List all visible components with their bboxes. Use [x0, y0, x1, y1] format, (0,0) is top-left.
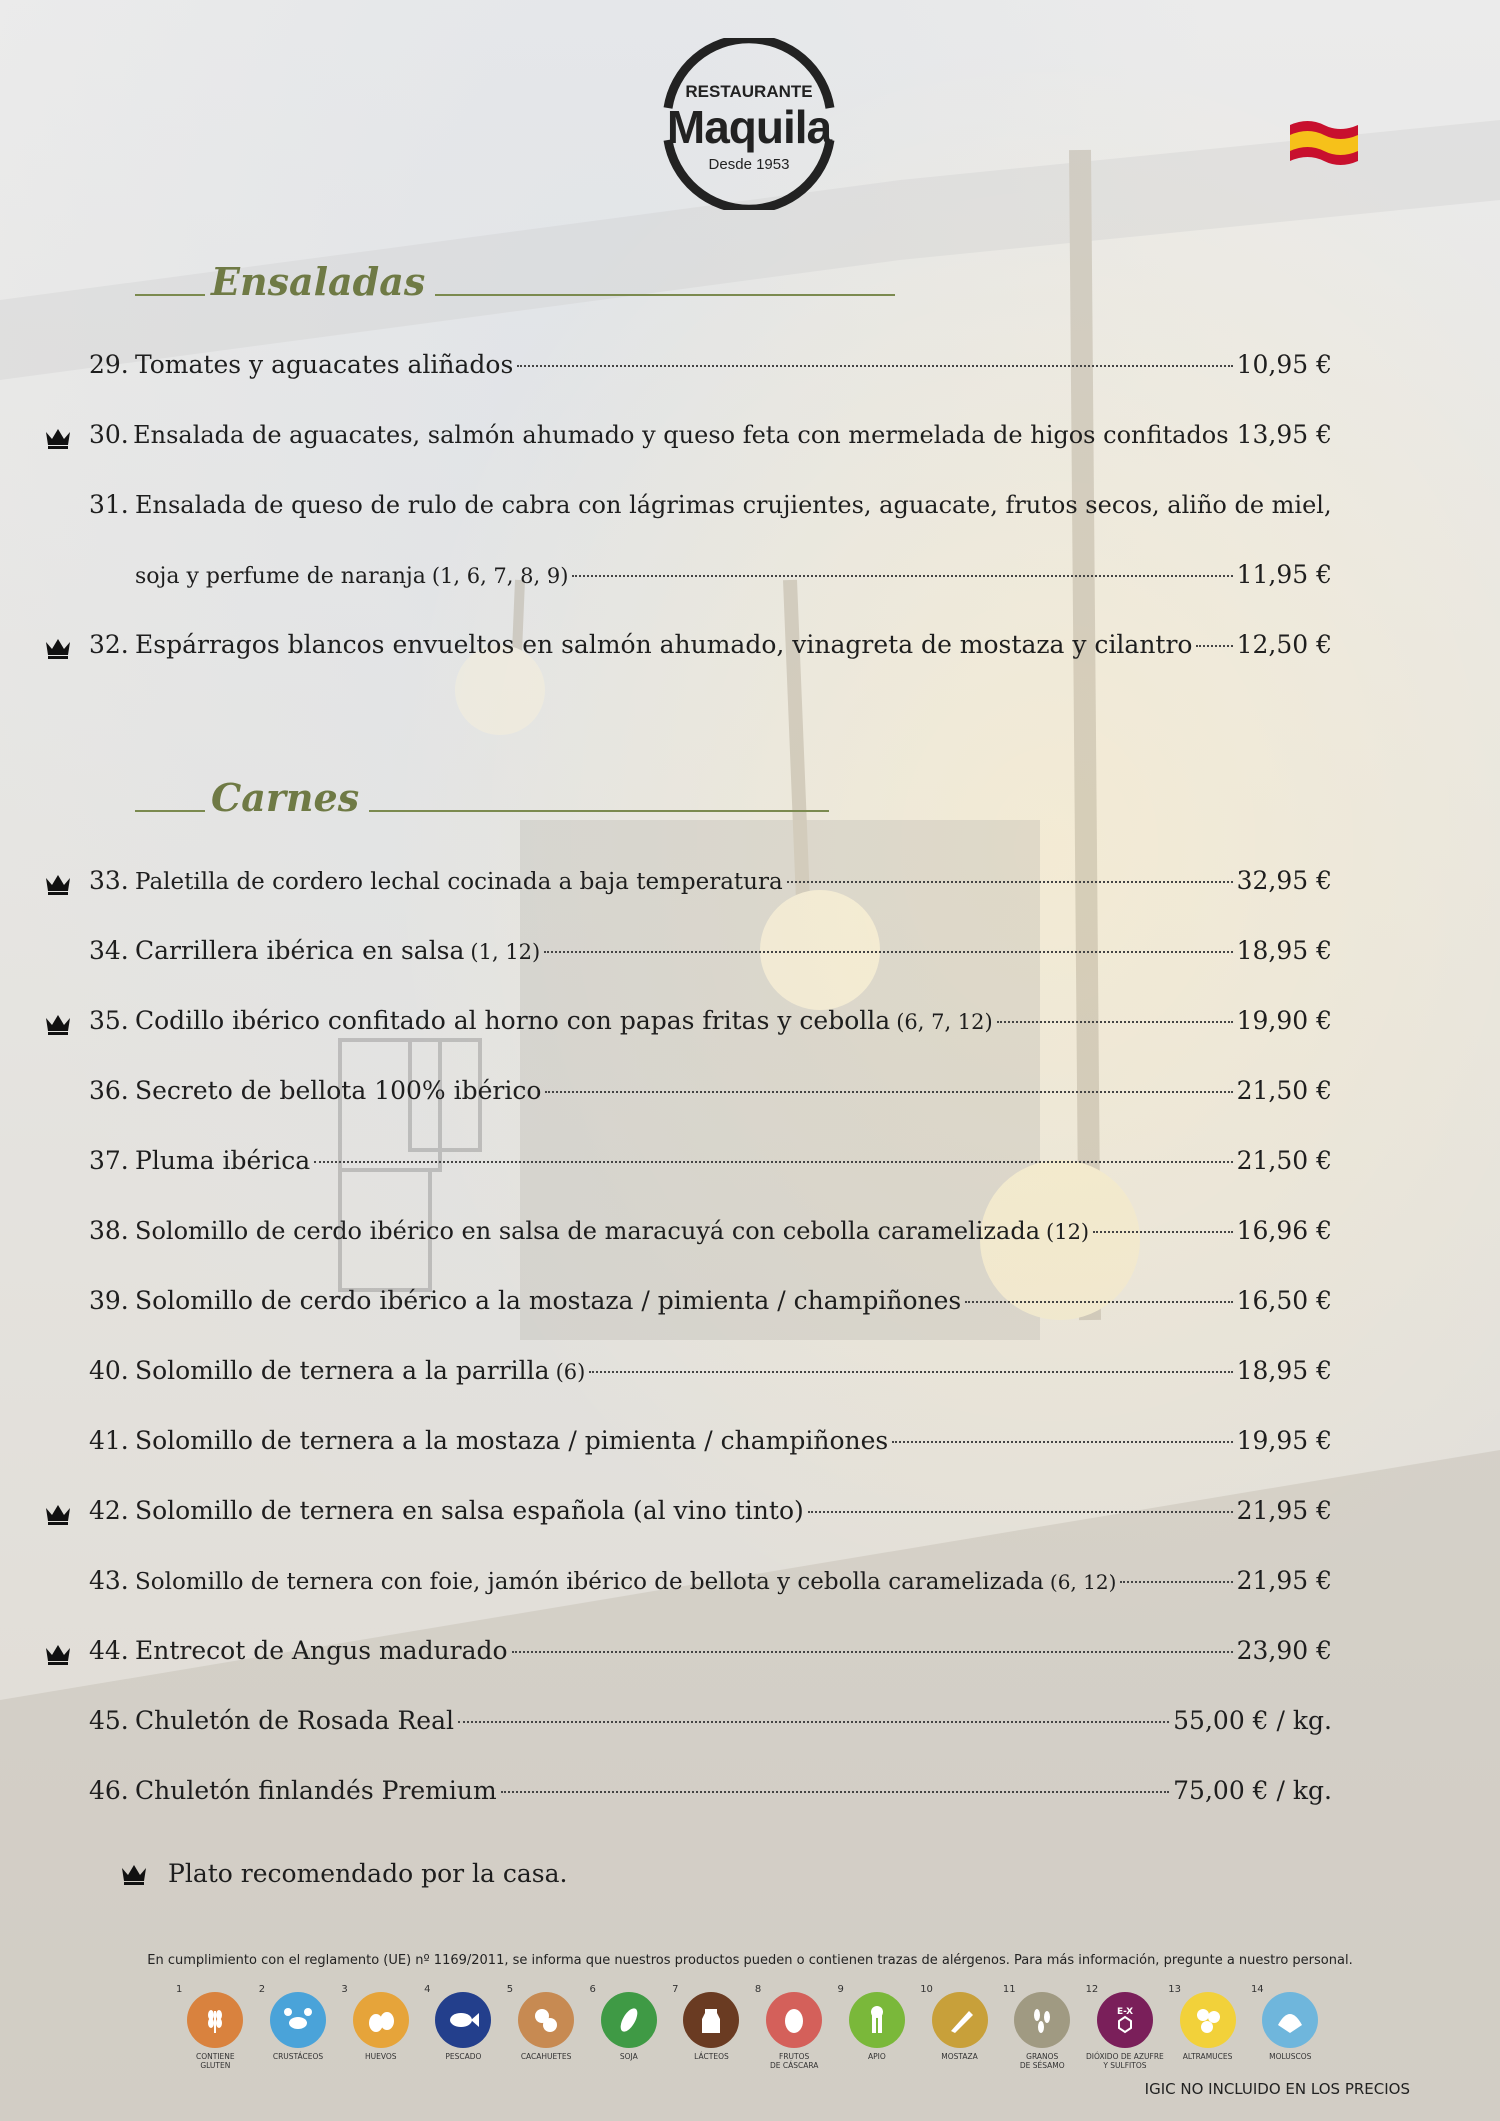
allergen-number: 6 [589, 1984, 596, 1995]
logo-top-text: RESTAURANTE [685, 82, 813, 101]
allergen-legal-notice: En cumplimiento con el reglamento (UE) nº 1169/2011, se informa que nuestros productos pueden o contienen trazas de alérgenos. Para más información, pregunte a nuestro personal. [147, 1953, 1353, 1968]
recommended-note [120, 1859, 567, 1888]
menu-item-36: 36. Secreto de bellota 100% ibérico 21,50 € [89, 1076, 1332, 1105]
allergen-number: 13 [1168, 1984, 1181, 1995]
menu-item-43: 43. Solomillo de ternera con foie, jamón ibérico de bellota y cebolla caramelizada (6, 12) 21,95 € [89, 1566, 1332, 1595]
allergen-label: SOJA [619, 2052, 638, 2061]
allergen-nut [753, 1984, 836, 2070]
allergen-milk [670, 1984, 753, 2070]
allergen-number: 12 [1085, 1984, 1099, 1995]
celery-icon [849, 1992, 905, 2048]
allergen-number: 7 [672, 1984, 679, 1995]
crown-icon [120, 1862, 148, 1886]
allergen-label: CONTIENE GLUTEN [196, 2052, 235, 2070]
allergen-sulphite [1084, 1984, 1167, 2070]
menu-item-44: 44. Entrecot de Angus madurado 23,90 € [44, 1636, 1332, 1676]
allergen-number: 11 [1002, 1984, 1016, 1995]
allergen-eggs [339, 1984, 422, 2070]
allergen-soy [587, 1984, 670, 2070]
allergen-label: LÁCTEOS [694, 2052, 729, 2061]
nut-icon [766, 1992, 822, 2048]
allergen-number: 14 [1250, 1984, 1264, 1995]
igic-notice: IGIC NO INCLUIDO EN LOS PRECIOS [1144, 2080, 1410, 2098]
allergen-number: 1 [176, 1984, 183, 1995]
recommended-note-text: Plato recomendado por la casa. [168, 1859, 568, 1888]
sesame-icon [1014, 1992, 1070, 2048]
menu-item-40: 40. Solomillo de ternera a la parrilla (6) 18,95 € [89, 1356, 1332, 1385]
allergen-label: PESCADO [445, 2052, 482, 2061]
allergen-label: CACAHUETES [520, 2052, 572, 2061]
restaurant-logo [644, 38, 854, 210]
menu-item-34: 34. Carrillera ibérica en salsa (1, 12) 18,95 € [89, 936, 1332, 965]
menu-item-45: 45. Chuletón de Rosada Real 55,00 € / kg. [89, 1706, 1332, 1735]
menu-item-30: 30. Ensalada de aguacates, salmón ahumado y queso feta con mermelada de higos confitados 13,95 € [44, 420, 1332, 460]
allergen-celery [836, 1984, 919, 2070]
menu-item-29: 29. Tomates y aguacates aliñados 10,95 € [89, 350, 1332, 379]
crown-icon [44, 1642, 72, 1666]
wheat-icon [187, 1992, 243, 2048]
eggs-icon [353, 1992, 409, 2048]
allergen-label: FRUTOS DE CÁSCARA [769, 2052, 819, 2070]
fish-icon [435, 1992, 491, 2048]
sulphite-icon [1097, 1992, 1153, 2048]
svg-text:E-X: E-X [1116, 2007, 1133, 2017]
allergen-label: GRANOS DE SÉSAMO [1019, 2052, 1065, 2070]
crown-icon [44, 1502, 72, 1526]
allergen-label: DIÓXIDO DE AZUFRE Y SULFITOS [1086, 2052, 1164, 2070]
peanut-icon [518, 1992, 574, 2048]
section-title-carnes: Carnes [135, 770, 829, 820]
menu-item-33: 33. Paletilla de cordero lechal cocinada a baja temperatura 32,95 € [44, 866, 1332, 906]
allergen-number: 8 [754, 1984, 762, 1995]
menu-item-39: 39. Solomillo de cerdo ibérico a la mostaza / pimienta / champiñones 16,50 € [89, 1286, 1332, 1315]
allergen-label: MOSTAZA [941, 2052, 978, 2061]
shell-icon [1262, 1992, 1318, 2048]
crown-icon [44, 1012, 72, 1036]
allergen-peanut [505, 1984, 588, 2070]
allergen-number: 9 [837, 1984, 844, 1995]
milk-icon [683, 1992, 739, 2048]
allergen-label: HUEVOS [364, 2052, 397, 2061]
logo-name: Maquila [666, 101, 832, 153]
allergen-number: 10 [920, 1984, 933, 1995]
menu-item-41: 41. Solomillo de ternera a la mostaza / pimienta / champiñones 19,95 € [89, 1426, 1332, 1455]
allergen-label: ALTRAMUCES [1182, 2052, 1233, 2061]
allergen-number: 4 [424, 1984, 431, 1995]
allergen-sesame [1001, 1984, 1084, 2070]
allergen-lupin [1166, 1984, 1249, 2070]
allergen-legend [174, 1984, 1332, 2070]
crab-icon [270, 1992, 326, 2048]
lupin-icon [1180, 1992, 1236, 2048]
allergen-shell [1249, 1984, 1332, 2070]
crown-icon [44, 872, 72, 896]
allergen-fish [422, 1984, 505, 2070]
menu-item-31-cont: soja y perfume de naranja (1, 6, 7, 8, 9) 11,95 € [135, 560, 1332, 589]
allergen-mustard [918, 1984, 1001, 2070]
menu-item-46: 46. Chuletón finlandés Premium 75,00 € / kg. [89, 1776, 1332, 1805]
allergen-number: 2 [258, 1984, 266, 1995]
allergen-crab [257, 1984, 340, 2070]
menu-item-31: 31. Ensalada de queso de rulo de cabra con lágrimas crujientes, aguacate, frutos secos, aliño de miel, [89, 490, 1332, 519]
crown-icon [44, 426, 72, 450]
menu-item-32: 32. Espárragos blancos envueltos en salmón ahumado, vinagreta de mostaza y cilantro 12,50 € [44, 630, 1332, 670]
allergen-number: 3 [341, 1984, 348, 1995]
menu-item-38: 38. Solomillo de cerdo ibérico en salsa de maracuyá con cebolla caramelizada (12) 16,96 € [89, 1216, 1332, 1245]
allergen-number: 5 [506, 1984, 514, 1995]
soy-icon [601, 1992, 657, 2048]
logo-bottom-text: Desde 1953 [708, 156, 790, 173]
spain-flag-icon[interactable] [1288, 117, 1360, 169]
allergen-label: MOLUSCOS [1269, 2052, 1312, 2061]
allergen-label: APIO [867, 2052, 886, 2061]
crown-icon [44, 636, 72, 660]
allergen-label: CRUSTÁCEOS [272, 2052, 324, 2061]
menu-item-37: 37. Pluma ibérica 21,50 € [89, 1146, 1332, 1175]
menu-item-42: 42. Solomillo de ternera en salsa española (al vino tinto) 21,95 € [44, 1496, 1332, 1536]
allergen-wheat [174, 1984, 257, 2070]
section-title-ensaladas: Ensaladas [135, 254, 895, 304]
menu-item-35: 35. Codillo ibérico confitado al horno con papas fritas y cebolla (6, 7, 12) 19,90 € [44, 1006, 1332, 1046]
mustard-icon [932, 1992, 988, 2048]
